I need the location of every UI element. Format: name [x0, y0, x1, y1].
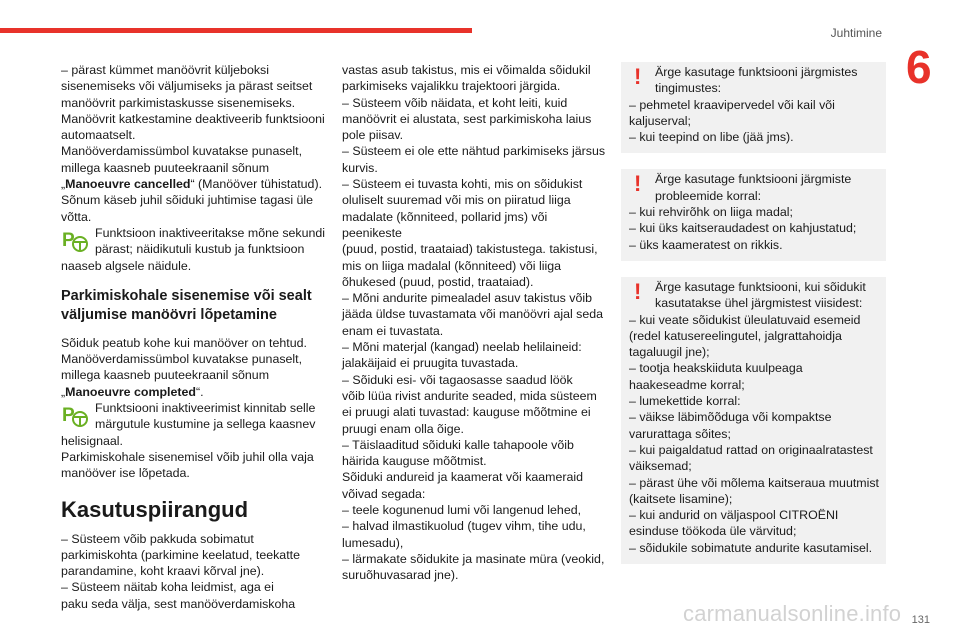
svg-text:P: P: [62, 405, 75, 427]
text-line: vastas asub takistus, mis ei võimalda sõidukil: [342, 63, 591, 77]
warning-box: [621, 62, 886, 153]
text-line: jääda üldse tuvastamata või manöövri ajal seda: [342, 307, 604, 322]
text-line: – Süsteem võib näidata, et koht leiti, kuid: [342, 95, 568, 110]
text-line: – lärmakate sõidukite ja masinate müra (veokid,: [342, 551, 605, 566]
text-line: kurvis.: [342, 160, 378, 175]
note-park-inactive: P Funktsioon inaktiveeritakse mõne sekundi pärast; näidikutuli kustub ja funktsioon: [62, 225, 326, 257]
paragraph-cancel: – pärast kümmet manöövrit küljeboksi sisenemiseks või väljumiseks ja pärast seitset manöövrit parkimistaskusse sisenemiseks. Manöövrit katkestamine deaktiveerib funktsiooni automaatselt. Manööverdamissümbol kuvatakse punaselt, millega kaasneb puuteekraanil sõnum „Manoeuvre cancelled“ (Manööver tühistatud). Sõnum käseb juhil sõiduki juhtimise tagasi üle võtta.: [61, 63, 325, 224]
text-line: – Mõni andurite pimealadel asuv takistus võib: [342, 291, 593, 306]
section-title: Juhtimine: [830, 26, 882, 40]
warning-box: [621, 169, 886, 260]
text-line: häirida kauguse mõõtmist.: [342, 454, 487, 469]
text-line: – halvad ilmastikuolud (tugev vihm, tihe udu,: [342, 519, 586, 534]
paragraph-completed: Sõiduk peatub kohe kui manööver on tehtud. Manööverdamissümbol kuvatakse punaselt, millega kaasneb puuteekraanil sõnum „Manoeuvre completed“.: [61, 335, 307, 399]
warning-box: [621, 277, 886, 564]
warning-body: – kui veate sõidukist üleulatuvaid esemeid (redel katusereelingutel, jalgrattahoidja tagaluugil jne); – tootja heakskiiduta kuulpeaga haakeseadme korral; – lumekettide korral: – väikse läbimõõduga või kompaktse varurattaga sõites; – kui paigaldatud rattad on originaalratastest väiksemad; – pärast ühe või mõlema kaitseraua muutmist (kaitsete lisamine); – kui andurid on väljaspool CITROËNI esinduse töökoda üle värvitud; – sõidukile sobimatute andurite kasutamisel.: [629, 312, 879, 555]
text-line: madalate (kõnniteed, pollarid jms) või peenikeste: [342, 209, 548, 240]
text-line: pruugi enam olla õige.: [342, 421, 464, 436]
column-3: [621, 62, 886, 580]
heading-limitations: Kasutuspiirangud: [61, 496, 249, 522]
text-line: (puud, postid, traataiad) takistustega. takistusi,: [342, 242, 598, 257]
text-line: õhukesed (puud, postid, traataiad).: [342, 274, 534, 289]
text-line: ei pruugi alati tuvastad: kauguse mõõtmine ei: [342, 405, 591, 420]
note-park-deactivated: P Funktsiooni inaktiveerimist kinnitab selle märgutule kustumine ja sellega kaasnev: [62, 401, 316, 432]
text-line: enam ei tuvastata.: [342, 323, 444, 338]
warning-body: – pehmetel kraavipervedel või kail või kaljuserval; – kui teepind on libe (jää jms).: [629, 97, 835, 145]
warning-icon: !: [634, 171, 642, 197]
header-accent-bar: [0, 28, 472, 33]
heading-finish-manoeuvre: Parkimiskohale sisenemise või sealt väljumise manöövri lõpetamine: [61, 287, 312, 323]
text-line: oluliselt suuremad või mis on piiratud liiga: [342, 193, 571, 208]
warning-body: – kui rehvirõhk on liiga madal; – kui üks kaitseraudadest on kahjustatud; – üks kaameratest on rikkis.: [629, 205, 857, 252]
paragraph-limitations: – Süsteem võib pakkuda sobimatut parkimiskohta (parkimine keelatud, teekatte parandamine, koht kraavi kõrval jne). – Süsteem näitab koha leidmist, aga ei paku seda välja, sest manööverdamiskoha: [61, 531, 300, 611]
park-assist-icon: [61, 227, 89, 253]
message-cancelled: Manoeuvre cancelled: [65, 177, 191, 192]
column-1: – pärast kümmet manöövrit küljeboksi sisenemiseks või väljumiseks ja pärast seitset manöövrit parkimistaskusse sisenemiseks. Manöövrit katkestamine deaktiveerib funktsiooni automaatselt. Manööverdamissümbol kuvatakse punaselt, millega kaasneb puuteekraanil sõnum „Manoeuvre cancelled“ (Manööver tühistatud). Sõnum käseb juhil sõiduki juhtimise tagasi üle võtta. P Funktsioon inaktiveeritakse mõne sekundi pärast; näidikutuli kustub ja funktsioon naaseb algsele näidule. Parkimiskohale sisenemise või sealt väljumise manöövri lõpetamine Sõiduk peatub kohe kui manööver on tehtud. Manööverdamissümbol kuvatakse punaselt, millega kaasneb puuteekraanil sõnum „Manoeuvre completed“. P Funktsiooni inaktiveerimist kinnitab selle märgutule kustumine ja sellega kaasnev helisignaal. Parkimiskohale sisenemisel võib juhil olla vaja manööver ise lõpetada. Kasutuspiirangud – Süsteem võib pakkuda sobimatut parkimiskohta (parkimine keelatud, teekatte parandamine, koht kraavi kõrval jne). – Süsteem näitab koha leidmist, aga ei paku seda välja, sest manööverdamiskoha: [61, 63, 326, 611]
message-completed: Manoeuvre completed: [65, 384, 196, 399]
text-line: suruõhuvasarad jne).: [342, 568, 459, 583]
warning-heading: ! Ärge kasutage funktsiooni järgmistes tingimustes:: [634, 64, 858, 96]
text-line: – Täislaaditud sõiduki kalle tahapoole võib: [342, 437, 574, 452]
warning-heading: ! Ärge kasutage funktsiooni, kui sõidukit kasutatakse ühel järgmistest viisidest:: [634, 278, 866, 311]
warning-icon: !: [634, 64, 642, 89]
text-line: parkimiseks vajalikku trajektoori järgida.: [342, 79, 561, 94]
text-line: – teele kogunenud lumi või langenud lehed,: [342, 503, 582, 518]
text-line: lumesadu),: [342, 535, 404, 550]
warning-heading: ! Ärge kasutage funktsiooni järgmiste probleemide korral:: [634, 171, 852, 203]
text-line: – Süsteem ei tuvasta kohti, mis on sõidukist: [342, 177, 583, 192]
warning-icon: !: [634, 278, 642, 304]
column-2: [342, 62, 607, 584]
park-assist-icon: [61, 402, 89, 428]
chapter-number: 6: [906, 41, 932, 93]
text-line: pole piisav.: [342, 128, 404, 143]
text-line: – Mõni materjal (kangad) neelab helilaineid:: [342, 340, 582, 355]
text-line: mis on liiga madalal (kõnniteed) või liiga: [342, 258, 562, 273]
svg-text:P: P: [62, 229, 75, 251]
text-line: jalakäijaid ei pruugita tuvastada.: [342, 356, 519, 371]
watermark: carmanualsonline.info: [683, 601, 902, 626]
text-line: – Sõiduki esi- või tagaosasse saadud löök: [342, 372, 573, 387]
text-line: manöövrit ei alustata, sest parkimiskoha laius: [342, 111, 592, 126]
paragraph-limitations-continued: [342, 62, 607, 584]
text-line: võivad segada:: [342, 486, 426, 501]
text-line: võib lüüa rivist andurite seaded, mida süsteem: [342, 388, 597, 403]
page-number: 131: [911, 614, 930, 626]
text-line: Sõiduki andureid ja kaamerat või kaameraid: [342, 470, 584, 485]
text-line: – Süsteem ei ole ette nähtud parkimiseks järsus: [342, 144, 606, 159]
